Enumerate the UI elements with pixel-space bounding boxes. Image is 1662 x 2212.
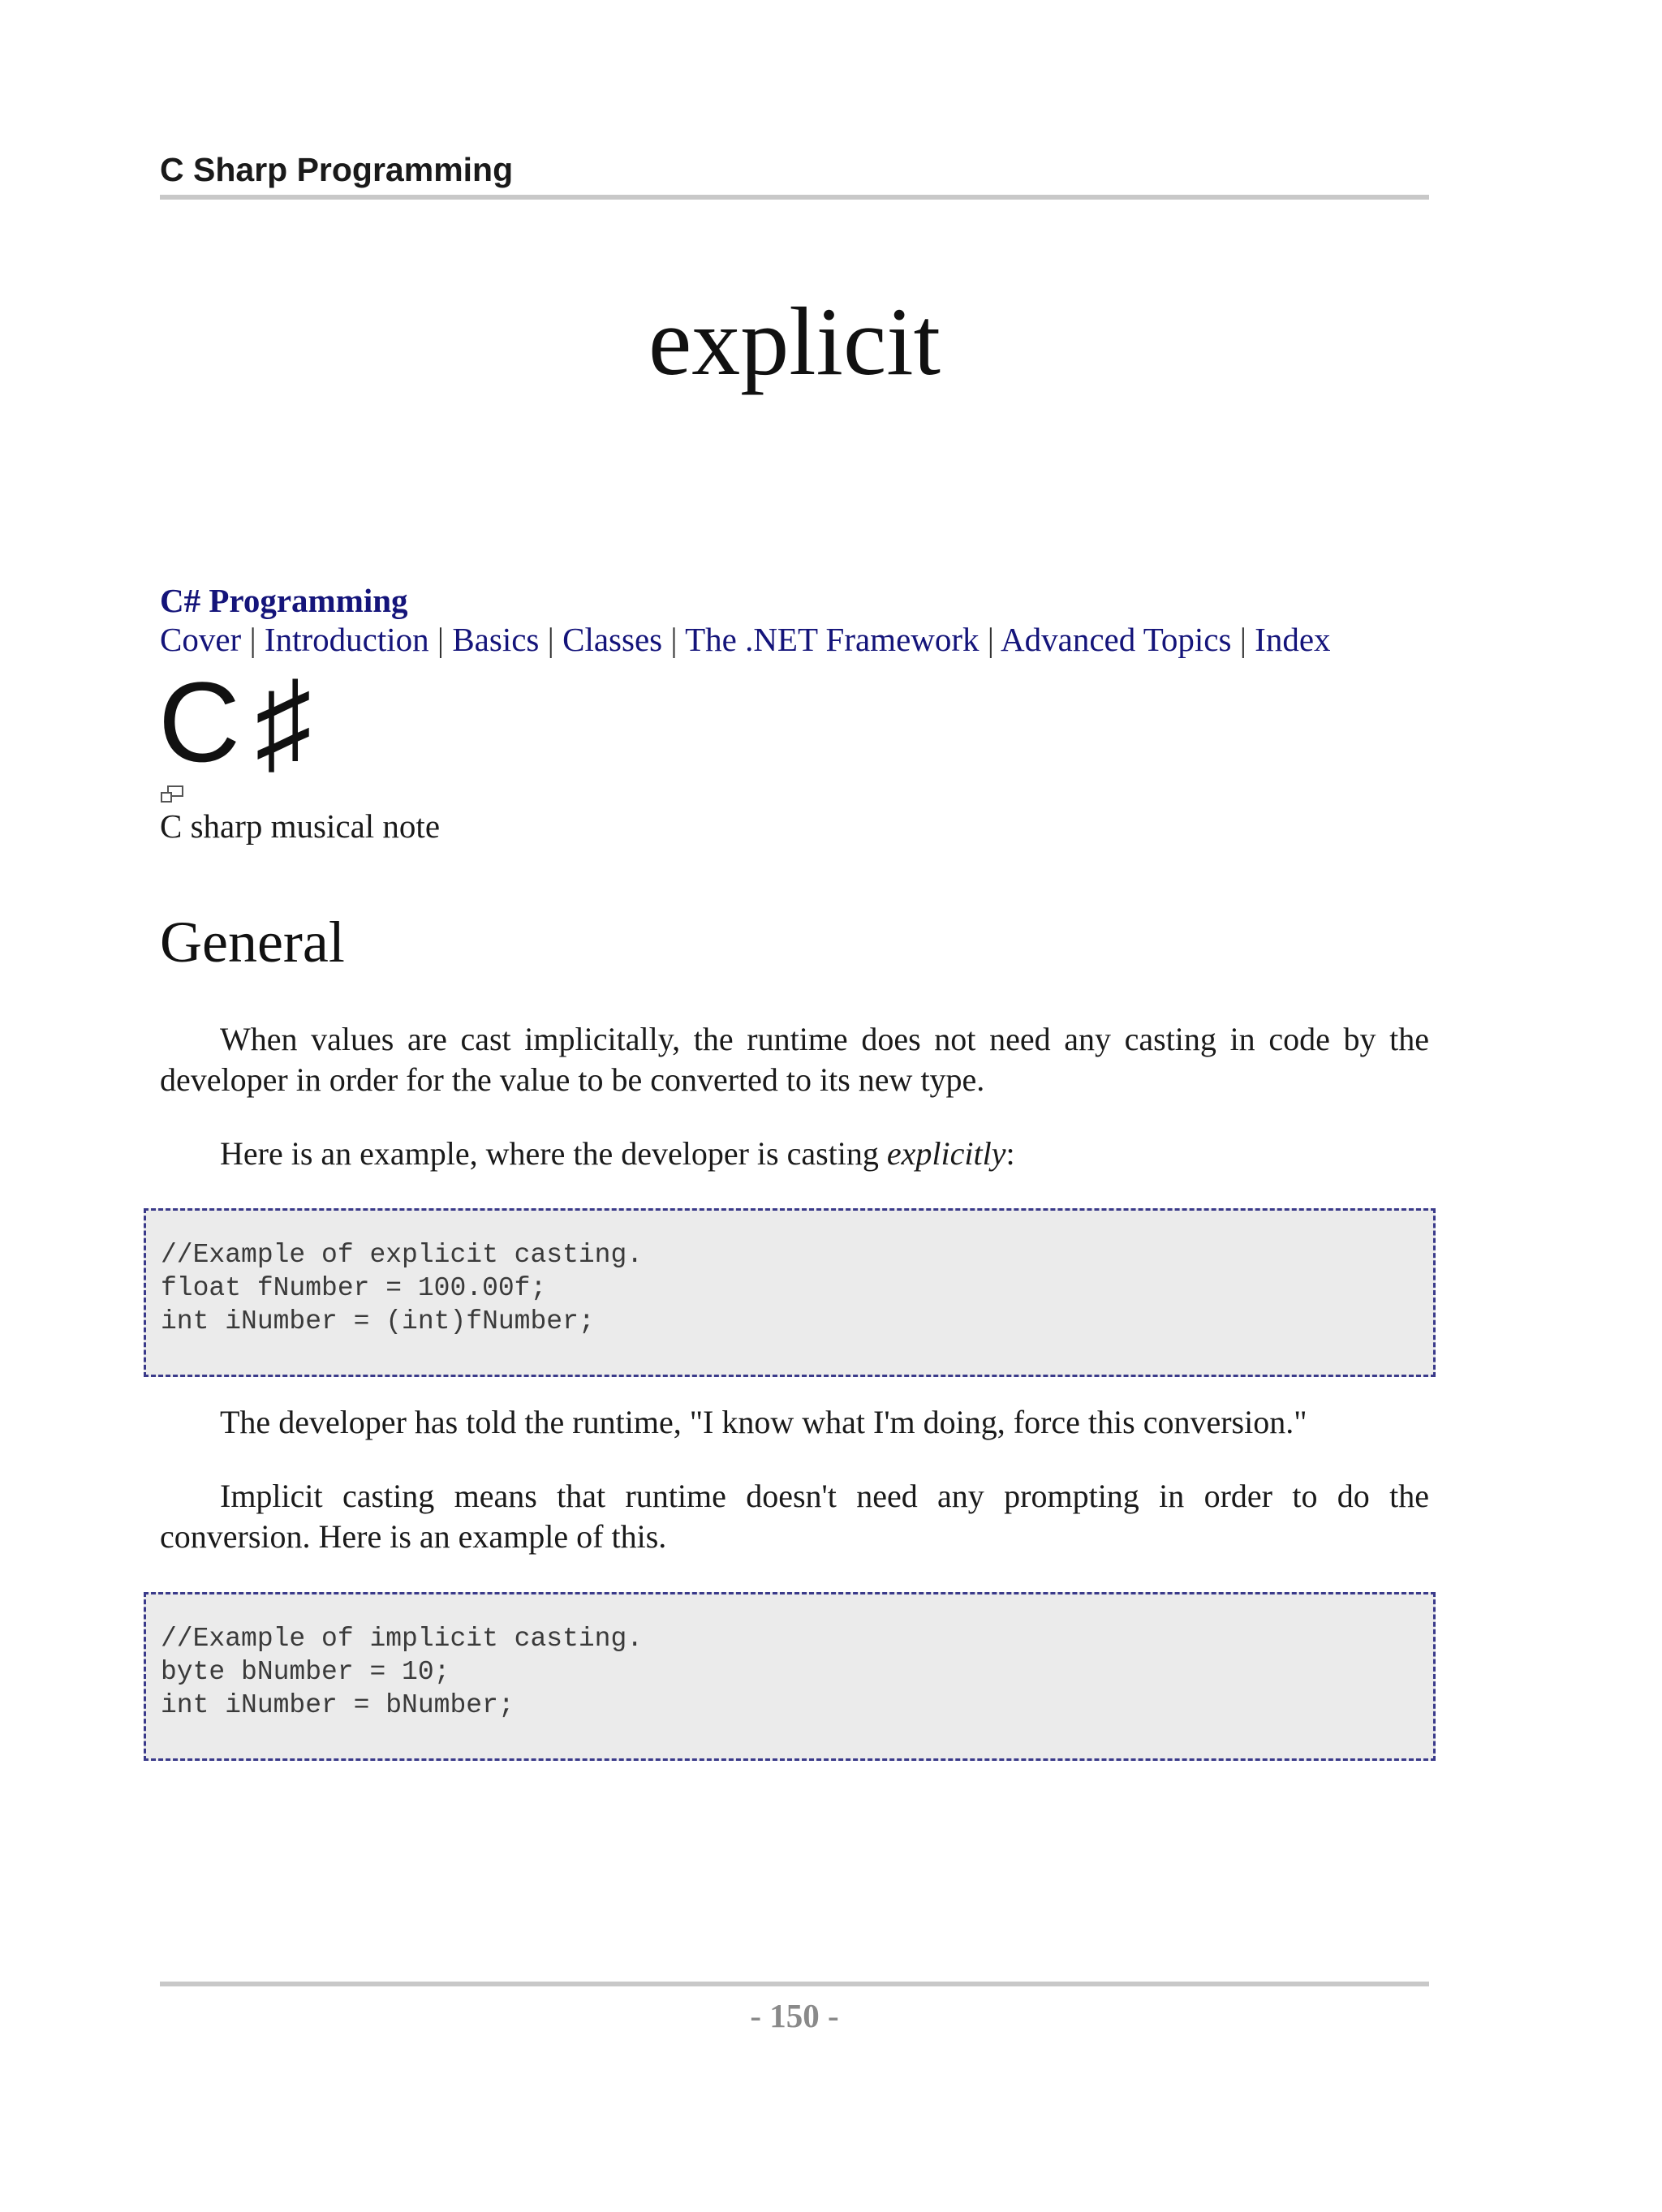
code-line: //Example of explicit casting. <box>161 1240 644 1270</box>
code-block-explicit <box>144 1208 1436 1377</box>
logo-letter: C <box>158 658 241 785</box>
nav-link-dotnet-framework[interactable]: The .NET Framework <box>685 621 980 658</box>
paragraph-text: : <box>1005 1135 1015 1172</box>
paragraph-text: Here is an example, where the developer is casting <box>220 1135 887 1172</box>
page-number: - 150 - <box>750 1997 839 2034</box>
paragraph: The developer has told the runtime, "I know what I'm doing, force this conversion." <box>220 1404 1307 1440</box>
code-line: //Example of implicit casting. <box>161 1624 644 1654</box>
navbox-links <box>160 620 1331 659</box>
code-line: float fNumber = 100.00f; <box>161 1273 547 1303</box>
nav-separator: | <box>987 621 995 658</box>
code-line: int iNumber = bNumber; <box>161 1690 515 1720</box>
code-line: int iNumber = (int)fNumber; <box>161 1306 595 1336</box>
nav-link-basics[interactable]: Basics <box>452 621 540 658</box>
enlarge-icon[interactable] <box>160 785 184 803</box>
nav-separator: | <box>249 621 256 658</box>
figure-caption: C sharp musical note <box>160 807 441 845</box>
nav-link-cover[interactable]: Cover <box>160 621 242 658</box>
footer-rule <box>160 1982 1429 1986</box>
sharp-symbol-icon: ♯ <box>255 658 312 785</box>
navbox-title: C# Programming <box>160 582 408 619</box>
nav-separator: | <box>437 621 445 658</box>
emphasis-text: explicitly <box>886 1135 1006 1172</box>
nav-link-index[interactable]: Index <box>1255 621 1331 658</box>
header-rule <box>160 195 1429 200</box>
paragraph: When values are cast implicitally, the runtime does not need any casting in code by the developer in order for the value to be converted to its new type. <box>160 1021 1429 1098</box>
chapter-title: explicit <box>648 287 941 395</box>
nav-link-classes[interactable]: Classes <box>562 621 663 658</box>
nav-separator: | <box>547 621 554 658</box>
code-block-implicit <box>144 1592 1436 1761</box>
nav-separator: | <box>670 621 678 658</box>
section-heading: General <box>160 910 345 975</box>
nav-link-introduction[interactable]: Introduction <box>264 621 429 658</box>
nav-separator: | <box>1239 621 1246 658</box>
csharp-logo-image <box>158 658 312 785</box>
running-header: C Sharp Programming <box>160 151 514 188</box>
paragraph: Implicit casting means that runtime doesn't need any prompting in order to do the conversion. Here is an example of this. <box>160 1478 1429 1555</box>
code-line: byte bNumber = 10; <box>161 1657 450 1687</box>
paragraph <box>160 1134 1429 1174</box>
nav-link-advanced-topics[interactable]: Advanced Topics <box>1001 621 1232 658</box>
